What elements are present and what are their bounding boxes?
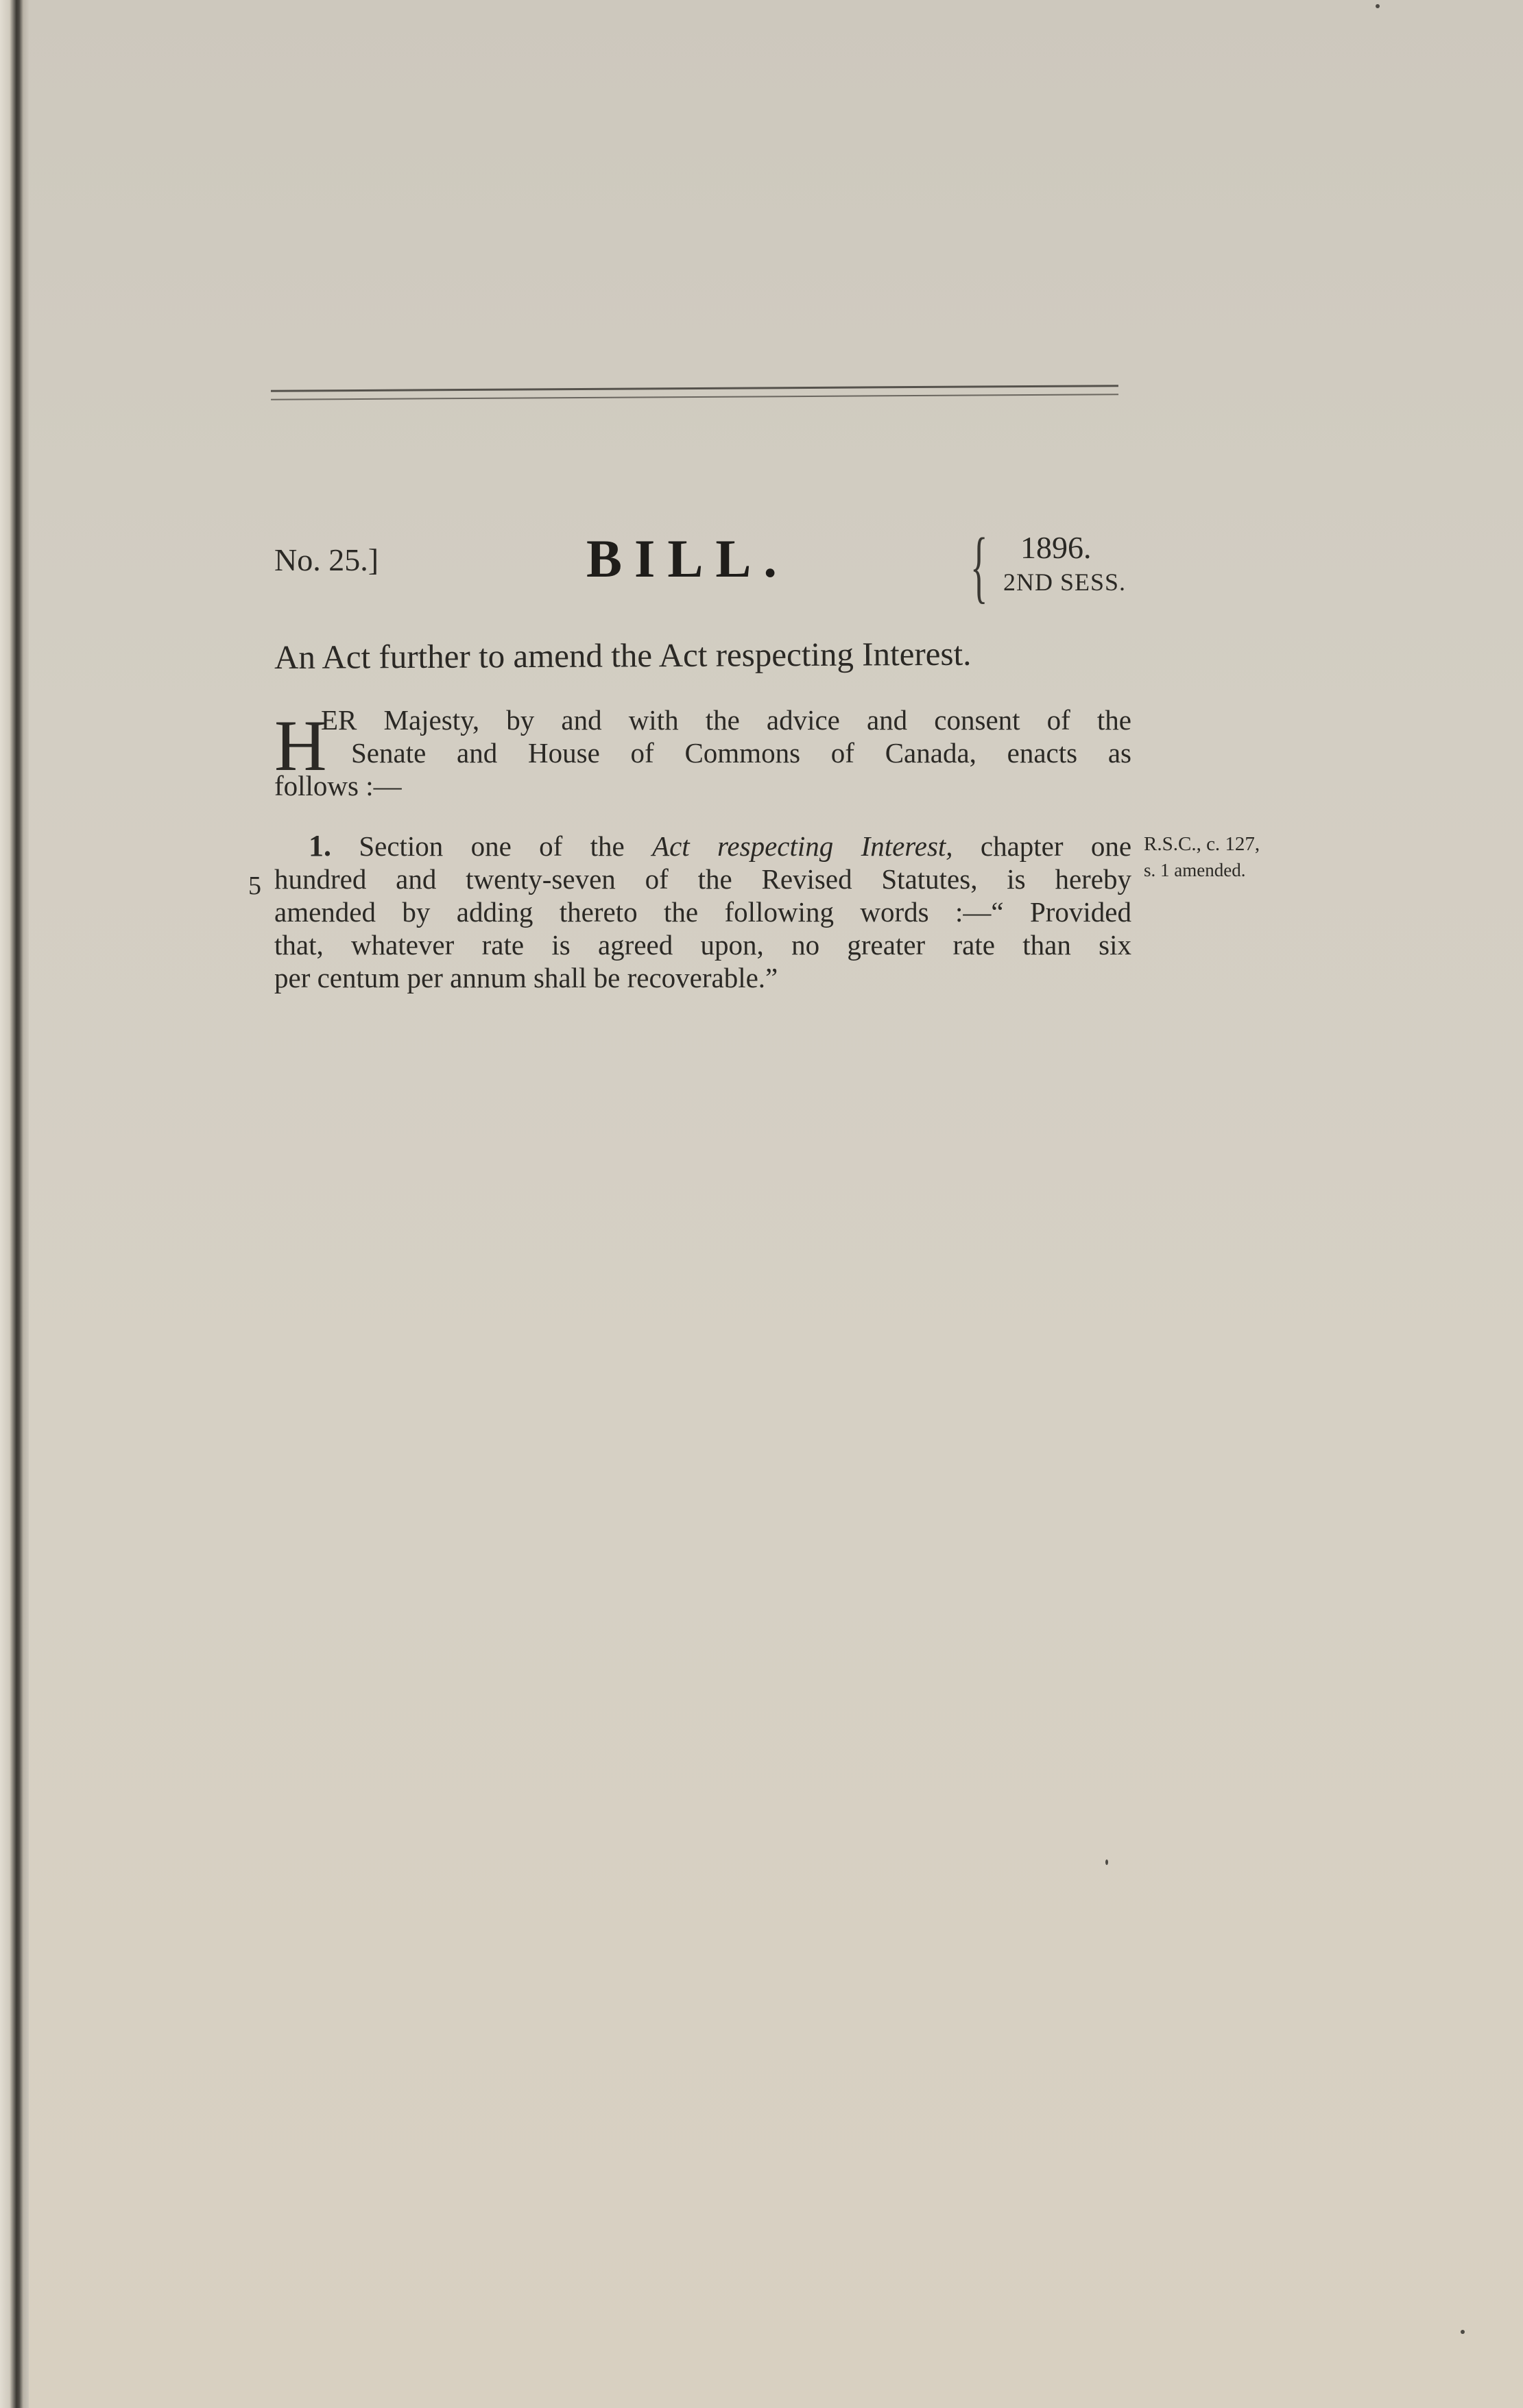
preamble-line: follows :— — [274, 770, 402, 802]
section-text-start: Section one of the — [359, 830, 625, 862]
margin-note-line: s. 1 amended. — [1144, 860, 1246, 880]
brace-glyph: { — [970, 521, 988, 611]
preamble — [274, 703, 1131, 802]
bill-year: 1896. — [1020, 530, 1092, 565]
paper-speck — [1105, 1859, 1108, 1865]
bill-number: No. 25.] — [274, 542, 379, 577]
section-text-end: chapter one — [980, 830, 1132, 862]
bill-title: BILL. — [586, 529, 789, 588]
section-line: hundred and twenty-seven of the Revised Statutes, is hereby — [274, 863, 1131, 895]
section-line: per centum per annum shall be recoverable.” — [274, 962, 778, 994]
section-line: amended by adding thereto the following words :—“ Provided — [274, 896, 1131, 928]
header-double-rule — [271, 385, 1118, 400]
preamble-line: ER Majesty, by and with the advice and consent of the — [321, 704, 1131, 736]
paper-speck — [1461, 2330, 1465, 2334]
act-title: An Act further to amend the Act respecting Interest. — [274, 634, 972, 676]
margin-note-line: R.S.C., c. 127, — [1144, 833, 1260, 855]
act-name-italic: Act respecting Interest, — [652, 830, 953, 862]
paper-speck — [1376, 4, 1380, 8]
section-line: that, whatever rate is agreed upon, no greater rate than six — [274, 929, 1131, 961]
preamble-drop-cap: H — [274, 706, 327, 786]
bill-session: 2ND SESS. — [1003, 568, 1127, 596]
section-number: 1. — [309, 829, 331, 863]
line-number: 5 — [248, 871, 261, 900]
section-line — [274, 830, 1131, 863]
preamble-line: Senate and House of Commons of Canada, enacts as — [351, 737, 1131, 769]
section-1 — [274, 830, 1131, 994]
